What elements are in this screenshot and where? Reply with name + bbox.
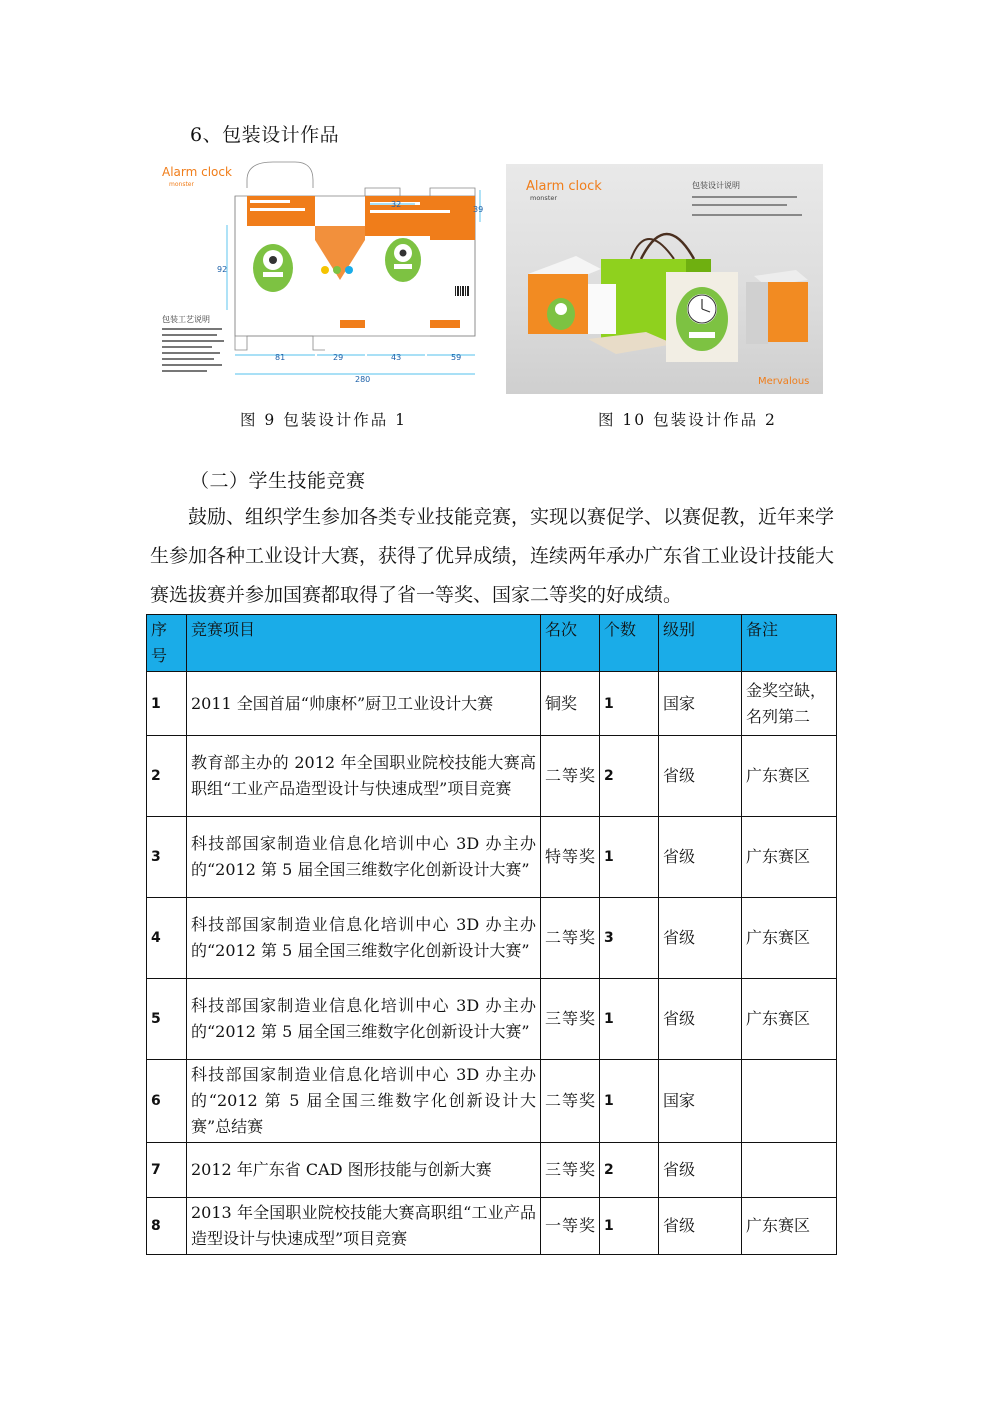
cell-count: 3 (600, 898, 659, 979)
table-row (147, 1060, 837, 1143)
dim-w1: 81 (275, 353, 286, 362)
figure-9-dieline (155, 160, 483, 386)
cell-count: 1 (600, 1198, 659, 1255)
fig10-desc-title: 包装设计说明 (692, 181, 740, 190)
dim-w2: 29 (333, 353, 344, 362)
dim-w4: 59 (451, 353, 462, 362)
cell-level: 国家 (659, 672, 742, 736)
header-no: 序号 (147, 615, 187, 672)
intro-paragraph: 鼓励、组织学生参加各类专业技能竞赛，实现以赛促学、以赛促教，近年来学生参加各种工业设计大赛，获得了优异成绩，连续两年承办广东省工业设计技能大赛选拔赛并参加国赛都取得了省一等奖、国家二等奖的好成绩。 (150, 506, 835, 606)
cell-rank: 二等奖 (541, 898, 600, 979)
cell-count: 1 (600, 1060, 659, 1143)
cell-no: 2 (147, 736, 187, 817)
cell-no: 8 (147, 1198, 187, 1255)
cell-project: 科技部国家制造业信息化培训中心 3D 办主办的“2012 第 5 届全国三维数字化创新设计大赛” (187, 979, 541, 1060)
cell-count: 2 (600, 1143, 659, 1198)
cell-rank: 一等奖 (541, 1198, 600, 1255)
cell-no: 6 (147, 1060, 187, 1143)
cell-count: 2 (600, 736, 659, 817)
fig9-process-title: 包装工艺说明 (162, 315, 210, 324)
fig10-subbrand: monster (530, 194, 558, 202)
cell-project: 科技部国家制造业信息化培训中心 3D 办主办的“2012 第 5 届全国三维数字化创新设计大赛”总结赛 (187, 1060, 541, 1143)
table-row (147, 1143, 837, 1198)
dim-w3: 43 (391, 353, 402, 362)
cell-no: 4 (147, 898, 187, 979)
cell-rank: 三等奖 (541, 1143, 600, 1198)
cell-level: 国家 (659, 1060, 742, 1143)
section-title: 6、包装设计作品 (190, 124, 340, 146)
cell-project: 教育部主办的 2012 年全国职业院校技能大赛高职组“工业产品造型设计与快速成型”项目竞赛 (187, 736, 541, 817)
cell-count: 1 (600, 979, 659, 1060)
header-rank: 名次 (541, 615, 600, 672)
header-level: 级别 (659, 615, 742, 672)
table-row (147, 1198, 837, 1255)
fig10-brand: Alarm clock (526, 179, 602, 194)
header-note: 备注 (742, 615, 837, 672)
cell-no: 7 (147, 1143, 187, 1198)
awards-table (146, 614, 837, 1255)
cell-note: 金奖空缺，名列第二 (742, 672, 837, 736)
cell-note: 广东赛区 (742, 1198, 837, 1255)
cell-rank: 铜奖 (541, 672, 600, 736)
cell-project: 科技部国家制造业信息化培训中心 3D 办主办的“2012 第 5 届全国三维数字化创新设计大赛” (187, 898, 541, 979)
table-row (147, 817, 837, 898)
cell-note: 广东赛区 (742, 817, 837, 898)
cell-note: 广东赛区 (742, 736, 837, 817)
dim-height: 92 (217, 265, 228, 274)
header-count: 个数 (600, 615, 659, 672)
table-row (147, 736, 837, 817)
cell-level: 省级 (659, 979, 742, 1060)
figure-10-render (506, 164, 823, 394)
fig10-logo: Mervalous (758, 376, 810, 387)
cell-rank: 三等奖 (541, 979, 600, 1060)
dim-top: 32 (391, 200, 402, 209)
cell-level: 省级 (659, 898, 742, 979)
cell-rank: 二等奖 (541, 1060, 600, 1143)
cell-note: 广东赛区 (742, 898, 837, 979)
cell-project: 科技部国家制造业信息化培训中心 3D 办主办的“2012 第 5 届全国三维数字化创新设计大赛” (187, 817, 541, 898)
table-row (147, 898, 837, 979)
cell-no: 5 (147, 979, 187, 1060)
cell-no: 3 (147, 817, 187, 898)
figure-9-caption: 图 9 包装设计作品 1 (240, 411, 408, 429)
cell-project: 2011 全国首届“帅康杯”厨卫工业设计大赛 (187, 672, 541, 736)
cell-level: 省级 (659, 1143, 742, 1198)
cell-count: 1 (600, 672, 659, 736)
fig9-subbrand: monster (169, 181, 194, 188)
cell-note (742, 1143, 837, 1198)
figure-10-caption: 图 10 包装设计作品 2 (598, 411, 777, 429)
subsection-title: （二）学生技能竞赛 (190, 470, 366, 492)
cell-no: 1 (147, 672, 187, 736)
cell-level: 省级 (659, 736, 742, 817)
header-project: 竞赛项目 (187, 615, 541, 672)
cell-note (742, 1060, 837, 1143)
cell-note: 广东赛区 (742, 979, 837, 1060)
cell-level: 省级 (659, 817, 742, 898)
dim-total: 280 (355, 375, 371, 384)
cell-project: 2012 年广东省 CAD 图形技能与创新大赛 (187, 1143, 541, 1198)
cell-project: 2013 年全国职业院校技能大赛高职组“工业产品造型设计与快速成型”项目竞赛 (187, 1198, 541, 1255)
cell-count: 1 (600, 817, 659, 898)
cell-rank: 特等奖 (541, 817, 600, 898)
cell-rank: 二等奖 (541, 736, 600, 817)
cell-level: 省级 (659, 1198, 742, 1255)
table-header-row (147, 615, 837, 672)
table-row (147, 979, 837, 1060)
table-row (147, 672, 837, 736)
fig9-brand: Alarm clock (162, 165, 232, 179)
dim-side: 39 (473, 205, 483, 214)
